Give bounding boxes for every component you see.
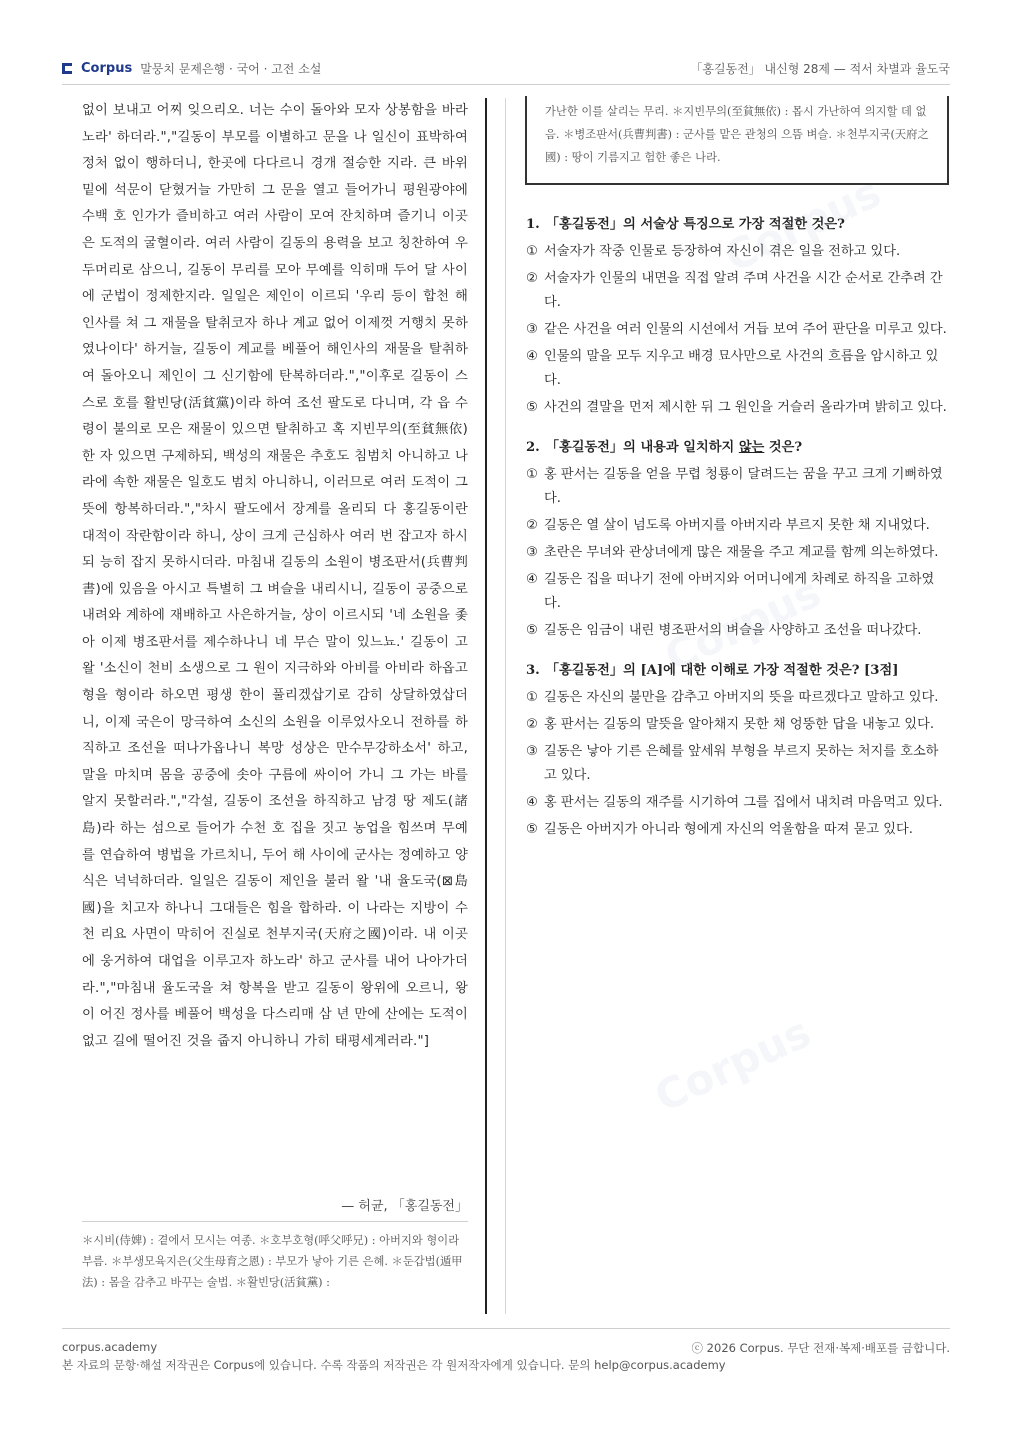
- question-emphasis: 않는: [738, 440, 765, 455]
- option-number: ⑤: [526, 822, 538, 837]
- option-number: ④: [526, 572, 538, 587]
- option-number: ②: [526, 271, 538, 286]
- option-number: ①: [526, 467, 538, 482]
- answer-option[interactable]: [526, 818, 950, 842]
- option-number: ⑤: [526, 400, 538, 415]
- option-text: 홍 판서는 길동을 얻을 무렵 청룡이 달려드는 꿈을 꾸고 크게 기뻐하였다.: [544, 467, 943, 506]
- option-text: 같은 사건을 여러 인물의 시선에서 거듭 보여 주어 판단을 미루고 있다.: [544, 322, 947, 337]
- option-text: 길동은 자신의 불만을 감추고 아버지의 뜻을 따르겠다고 말하고 있다.: [544, 690, 939, 705]
- column-divider: [505, 98, 506, 1314]
- question-title: [526, 211, 950, 238]
- answer-option[interactable]: [526, 686, 950, 710]
- option-text: 서술자가 작중 인물로 등장하여 자신이 겪은 일을 전하고 있다.: [544, 244, 901, 259]
- footer-copyright: ⓒ 2026 Corpus. 무단 전재·복제·배포를 금합니다.: [691, 1341, 950, 1355]
- option-number: ⑤: [526, 623, 538, 638]
- footnote-continuation-box: [525, 96, 949, 185]
- passage-text: 없이 보내고 어찌 잊으리오. 너는 수이 돌아와 모자 상봉함을 바라노라' 하더라.","길동이 부모를 이별하고 문을 나 일신이 표박하여 정처 없이 행하더니, 한곳에 다다르니 경개 절승한 지라. 큰 바위 밑에 석문이 닫혔거늘 가만히 그 문을 열고 들어가니 평원광야에 수백 호 인가가 즐비하고 여러 사람이 모여 잔치하며 즐기니 이곳은 도적의 굴혈이라. 여러 사람이 길동의 용력을 보고 칭찬하여 우두머리로 삼으니, 길동이 무리를 모아 무예를 익히매 두어 달 사이에 군법이 정제한지라. 일일은 제인이 이르되 '우리 등이 합천 해인사를 쳐 그 재물을 탈취코자 하나 계교 없어 이제껏 거행치 못하였나이다' 하거늘, 길동이 계교를 베풀어 해인사의 재물을 탈취하여 돌아오니 제인이 그 신기함에 탄복하더라.","이후로 길동이 스스로 호를 활빈당(活貧黨)이라 하여 조선 팔도로 다니며, 각 읍 수령이 불의로 모은 재물이 있으면 탈취하고 혹 지빈무의(至貧無依)한 자 있으면 구제하되, 백성의 재물은 추호도 침범치 아니하고 나라에 속한 재물은 일호도 범치 아니하니, 이러므로 여러 도적이 그 뜻에 항복하더라.","차시 팔도에서 장계를 올리되 다 홍길동이란 대적이 작란함이라 하니, 상이 크게 근심하사 여러 번 잡고자 하시되 능히 잡지 못하시더라. 마침내 길동의 소원이 병조판서(兵曹判書)에 있음을 아시고 특별히 그 벼슬을 내리시니, 길동이 공중으로 내려와 계하에 재배하고 사은하거늘, 상이 이르시되 '네 소원을 좇아 이제 병조판서를 제수하나니 네 무슨 말이 있느뇨.' 길동이 고 왈 '소신이 천비 소생으로 그 원이 지극하와 아비를 아비라 하옵고 형을 형이라 하오면 평생 한이 풀리겠삽기로 감히 상달하였삽더니, 이제 국은이 망극하여 소신의 소원을 이루었사오니 전하를 하직하고 조선을 떠나가옵나니 복망 성상은 만수무강하소서' 하고, 말을 마치며 몸을 공중에 솟아 구름에 싸이어 가니 그 가는 바를 알지 못할러라.","각설, 길동이 조선을 하직하고 남경 땅 제도(諸島)라 하는 섬으로 들어가 수천 호 집을 짓고 농업을 힘쓰며 무예를 연습하여 병법을 가르치니, 두어 해 사이에 군사는 정예하고 양식은 넉넉하더라. 일일은 길동이 제인을 불러 왈 '내 율도국(⊠島國)을 치고자 하나니 그대들은 힘을 합하라. 이 나라는 지방이 수천 리요 사면이 막히어 진실로 천부지국(天府之國)이라. 내 이곳에 웅거하여 대업을 이루고자 하노라' 하고 군사를 내어 나아가더라.","마침내 율도국을 쳐 항복을 받고 길동이 왕위에 오르니, 왕이 어진 정사를 베풀어 백성을 다스리매 삼 년 만에 산에는 도적이 없고 길에 떨어진 것을 줍지 아니하니 가히 태평세계러라."]: [82, 103, 468, 1049]
- question-text-end: 것은?: [764, 440, 803, 455]
- footer-note: 본 자료의 문항·해설 저작권은 Corpus에 있습니다. 수록 작품의 저작권은 각 원저작자에게 있습니다. 문의 help@corpus.academy: [62, 1358, 726, 1372]
- answer-option[interactable]: [526, 514, 950, 538]
- question-1: [526, 211, 950, 420]
- option-text: 길동은 아버지가 아니라 형에게 자신의 억울함을 따져 묻고 있다.: [544, 822, 913, 837]
- question-text: 「홍길동전」의 내용과 일치하지: [545, 440, 739, 455]
- answer-option[interactable]: [526, 791, 950, 815]
- footnote-divider: [82, 1221, 468, 1222]
- answer-option[interactable]: [526, 318, 950, 342]
- answer-option[interactable]: [526, 713, 950, 737]
- question-text: 「홍길동전」의 [A]에 대한 이해로 가장 적절한 것은? [3점]: [545, 663, 899, 678]
- option-number: ③: [526, 322, 538, 337]
- answer-option[interactable]: [526, 345, 950, 393]
- option-number: ②: [526, 518, 538, 533]
- question-title: [526, 434, 950, 461]
- question-text: 「홍길동전」의 서술상 특징으로 가장 적절한 것은?: [545, 217, 845, 232]
- watermark: [647, 1007, 818, 1121]
- option-number: ④: [526, 795, 538, 810]
- question-list: [526, 211, 950, 845]
- option-text: 길동은 낳아 기른 은혜를 앞세워 부형을 부르지 못하는 처지를 호소하고 있다.: [544, 744, 939, 783]
- question-2: [526, 434, 950, 643]
- answer-option[interactable]: [526, 619, 950, 643]
- option-text: 서술자가 인물의 내면을 직접 알려 주며 사건을 시간 순서로 간추려 간다.: [544, 271, 943, 310]
- header-document-title: 「홍길동전」 내신형 28제 — 적서 차별과 율도국: [690, 62, 950, 76]
- option-number: ④: [526, 349, 538, 364]
- answer-option[interactable]: [526, 568, 950, 616]
- answer-option[interactable]: [526, 740, 950, 788]
- option-text: 인물의 말을 모두 지우고 배경 묘사만으로 사건의 흐름을 암시하고 있다.: [544, 349, 939, 388]
- brand-name: Corpus: [81, 61, 133, 76]
- option-number: ③: [526, 545, 538, 560]
- question-number: 2.: [526, 440, 540, 455]
- header-subtitle: 말뭉치 문제은행 · 국어 · 고전 소설: [140, 62, 322, 76]
- footnote-continuation-text: 가난한 이를 살리는 무리. ＊지빈무의(至貧無依) : 몹시 가난하여 의지할 데 없음. ＊병조판서(兵曹判書) : 군사를 맡은 관청의 으뜸 벼슬. ＊천부지국(天府之國) : 땅이 기름지고 험한 좋은 나라.: [545, 105, 929, 164]
- passage-footnotes: ＊시비(侍婢) : 곁에서 모시는 여종. ＊호부호형(呼父呼兄) : 아버지와 형이라 부름. ＊부생모육지은(父生母育之恩) : 부모가 낳아 기른 은혜. ＊둔갑법(遁甲法) : 몸을 감추고 바꾸는 술법. ＊활빈당(活貧黨) :: [82, 1234, 463, 1289]
- question-number: 1.: [526, 217, 540, 232]
- brand: [62, 60, 321, 77]
- option-number: ②: [526, 717, 538, 732]
- passage-source: — 허균, 「홍길동전」: [341, 1199, 468, 1214]
- option-text: 사건의 결말을 먼저 제시한 뒤 그 원인을 거슬러 올라가며 밝히고 있다.: [544, 400, 947, 415]
- footer-site-link[interactable]: corpus.academy: [62, 1340, 158, 1354]
- page-header: [62, 58, 950, 80]
- question-3: [526, 657, 950, 842]
- corpus-logo-icon: [62, 63, 72, 74]
- footer-divider: [62, 1328, 950, 1329]
- answer-option[interactable]: [526, 541, 950, 565]
- option-number: ①: [526, 690, 538, 705]
- option-text: 길동은 임금이 내린 병조판서의 벼슬을 사양하고 조선을 떠나갔다.: [544, 623, 922, 638]
- option-text: 길동은 집을 떠나기 전에 아버지와 어머니에게 차례로 하직을 고하였다.: [544, 572, 935, 611]
- answer-option[interactable]: [526, 267, 950, 315]
- answer-option[interactable]: [526, 396, 950, 420]
- option-text: 홍 판서는 길동의 재주를 시기하여 그를 집에서 내치려 마음먹고 있다.: [544, 795, 943, 810]
- passage-bracket-line: [485, 98, 487, 1314]
- answer-option[interactable]: [526, 463, 950, 511]
- option-text: 길동은 열 살이 넘도록 아버지를 아버지라 부르지 못한 채 지내었다.: [544, 518, 930, 533]
- option-text: 초란은 무녀와 관상녀에게 많은 재물을 주고 계교를 함께 의논하였다.: [544, 545, 939, 560]
- question-number: 3.: [526, 663, 540, 678]
- option-text: 홍 판서는 길동의 말뜻을 알아채지 못한 채 엉뚱한 답을 내놓고 있다.: [544, 717, 935, 732]
- option-number: ③: [526, 744, 538, 759]
- option-number: ①: [526, 244, 538, 259]
- question-title: [526, 657, 950, 684]
- header-divider: [62, 84, 950, 85]
- answer-option[interactable]: [526, 240, 950, 264]
